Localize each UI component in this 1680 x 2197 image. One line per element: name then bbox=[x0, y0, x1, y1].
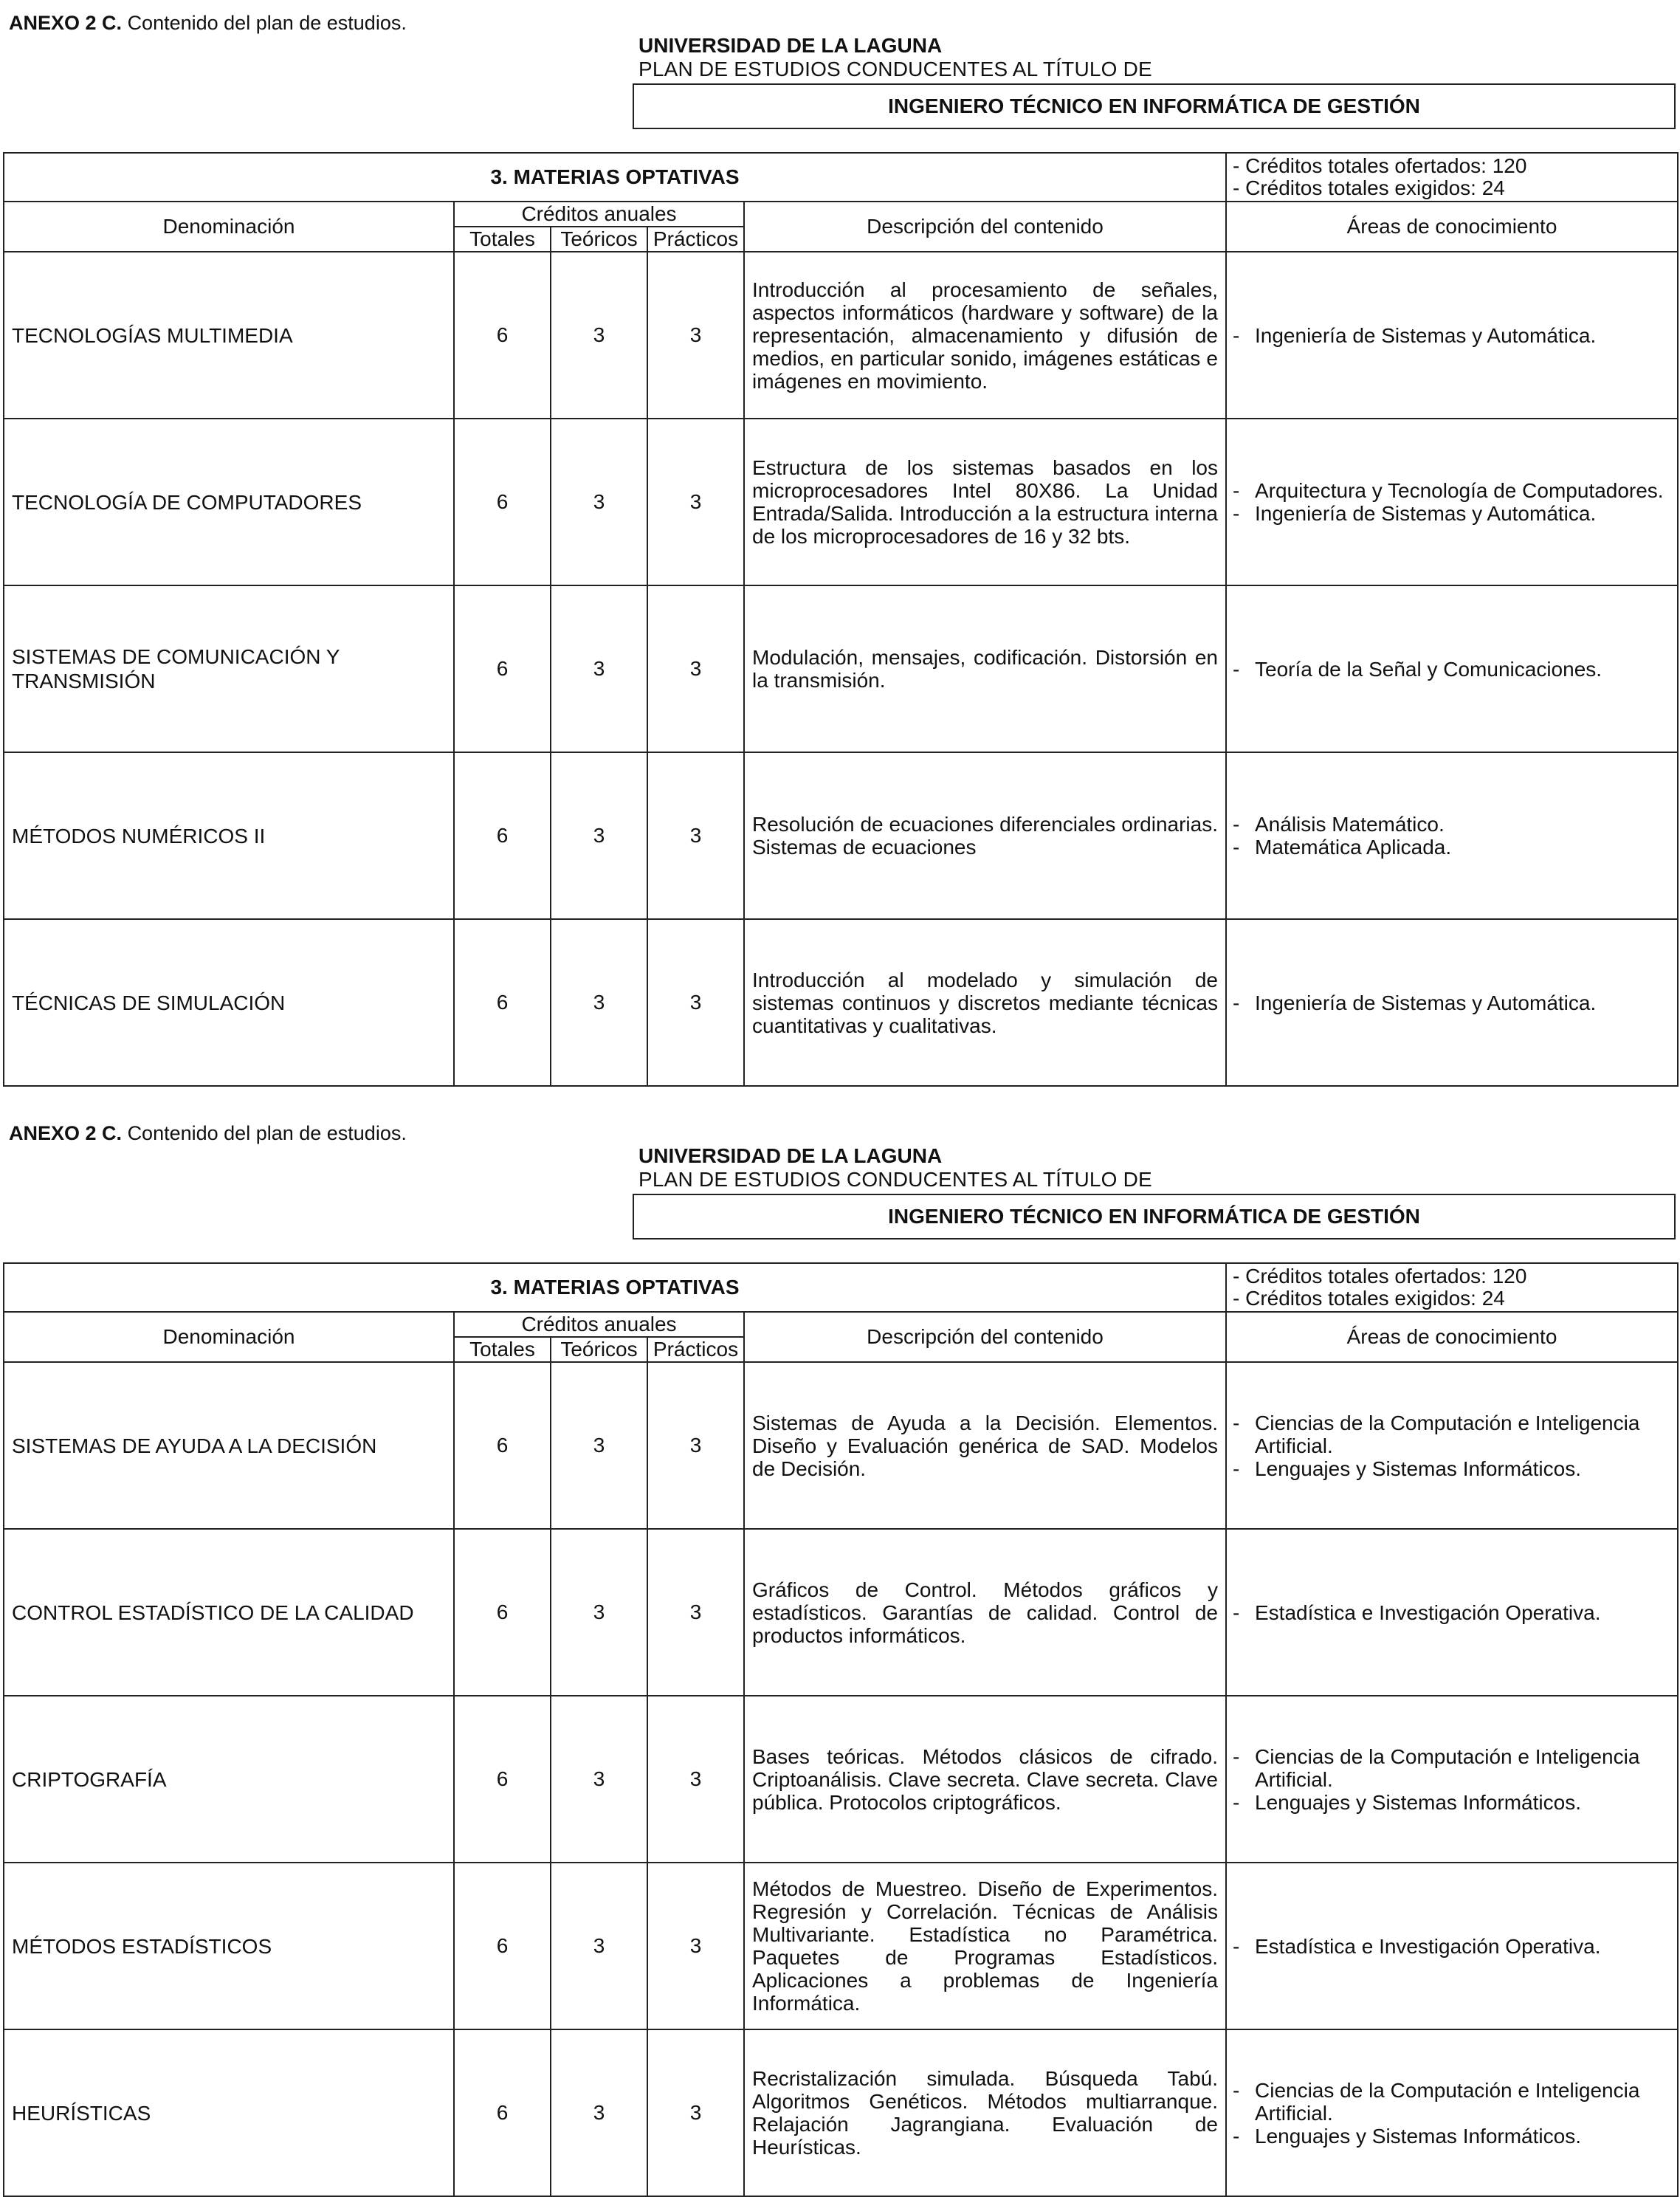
knowledge-area bbox=[1233, 2079, 1677, 2125]
knowledge-area bbox=[1233, 1745, 1677, 1791]
subject-row bbox=[4, 1696, 1678, 1863]
subject-name: HEURÍSTICAS bbox=[4, 2029, 454, 2196]
knowledge-areas bbox=[1226, 919, 1678, 1086]
list-dash: - bbox=[1233, 502, 1240, 525]
credits-theory: 3 bbox=[551, 419, 647, 585]
knowledge-area-text: Ingeniería de Sistemas y Automática. bbox=[1255, 323, 1597, 347]
header-areas: Áreas de conocimiento bbox=[1226, 202, 1678, 252]
knowledge-area bbox=[1233, 324, 1677, 347]
header-practice: Prácticos bbox=[647, 1337, 744, 1362]
subject-name: CRIPTOGRAFÍA bbox=[4, 1696, 454, 1863]
credits-theory: 3 bbox=[551, 252, 647, 419]
knowledge-area bbox=[1233, 1935, 1677, 1958]
annex-label: ANEXO 2 C. bbox=[9, 12, 123, 34]
subjects-table bbox=[3, 152, 1679, 1087]
list-dash: - bbox=[1233, 991, 1240, 1014]
credits-offered: - Créditos totales ofertados: 120 bbox=[1233, 1265, 1527, 1287]
knowledge-area-text: Ciencias de la Computación e Inteligencia Artificial. bbox=[1255, 1411, 1640, 1457]
knowledge-areas bbox=[1226, 419, 1678, 585]
subject-row bbox=[4, 1362, 1678, 1529]
degree-title: INGENIERO TÉCNICO EN INFORMÁTICA DE GESTIÓN bbox=[633, 1194, 1676, 1240]
knowledge-areas bbox=[1226, 1529, 1678, 1696]
knowledge-area-text: Análisis Matemático. bbox=[1255, 813, 1445, 836]
knowledge-area-text: Ciencias de la Computación e Inteligencia Artificial. bbox=[1255, 1744, 1640, 1791]
knowledge-areas bbox=[1226, 585, 1678, 752]
subject-description: Introducción al procesamiento de señales, aspectos informáticos (hardware y software) de la representación, almacenamiento y difusión de medios, en particular sonido, imágenes estáticas e imágenes en movimiento. bbox=[744, 252, 1226, 419]
credits-theory: 3 bbox=[551, 919, 647, 1086]
header-theory: Teóricos bbox=[551, 227, 647, 252]
credits-total: 6 bbox=[454, 1696, 551, 1863]
knowledge-area bbox=[1233, 991, 1677, 1014]
university-name: UNIVERSIDAD DE LA LAGUNA bbox=[638, 34, 943, 57]
knowledge-area bbox=[1233, 1601, 1677, 1624]
credits-total: 6 bbox=[454, 752, 551, 919]
knowledge-area bbox=[1233, 1791, 1677, 1814]
university-name: UNIVERSIDAD DE LA LAGUNA bbox=[638, 1144, 943, 1167]
subject-name: TECNOLOGÍAS MULTIMEDIA bbox=[4, 252, 454, 419]
credits-total: 6 bbox=[454, 1529, 551, 1696]
subject-name: TÉCNICAS DE SIMULACIÓN bbox=[4, 919, 454, 1086]
subject-description: Resolución de ecuaciones diferenciales ordinarias. Sistemas de ecuaciones bbox=[744, 752, 1226, 919]
subject-description: Sistemas de Ayuda a la Decisión. Elementos. Diseño y Evaluación genérica de SAD. Modelos de Decisión. bbox=[744, 1362, 1226, 1529]
degree-title: INGENIERO TÉCNICO EN INFORMÁTICA DE GESTIÓN bbox=[633, 83, 1676, 129]
knowledge-area-text: Ingeniería de Sistemas y Automática. bbox=[1255, 991, 1597, 1014]
credits-summary bbox=[1226, 153, 1678, 202]
header-theory: Teóricos bbox=[551, 1337, 647, 1362]
subject-description: Bases teóricas. Métodos clásicos de cifrado. Criptoanálisis. Clave secreta. Clave secreta. Clave pública. Protocolos criptográficos. bbox=[744, 1696, 1226, 1863]
annex-text: Contenido del plan de estudios. bbox=[127, 1122, 407, 1144]
credits-theory: 3 bbox=[551, 752, 647, 919]
credits-practice: 3 bbox=[647, 419, 744, 585]
header-description: Descripción del contenido bbox=[744, 1312, 1226, 1362]
knowledge-areas bbox=[1226, 1863, 1678, 2029]
annex-heading bbox=[9, 1122, 407, 1145]
annex-text: Contenido del plan de estudios. bbox=[127, 12, 407, 34]
knowledge-areas bbox=[1226, 752, 1678, 919]
credits-practice: 3 bbox=[647, 1362, 744, 1529]
list-dash: - bbox=[1233, 1601, 1240, 1624]
subject-row bbox=[4, 1529, 1678, 1696]
knowledge-area-text: Ciencias de la Computación e Inteligencia Artificial. bbox=[1255, 2078, 1640, 2125]
knowledge-area-text: Ingeniería de Sistemas y Automática. bbox=[1255, 502, 1597, 525]
section-title: 3. MATERIAS OPTATIVAS bbox=[4, 1263, 1226, 1312]
credits-total: 6 bbox=[454, 585, 551, 752]
credits-practice: 3 bbox=[647, 752, 744, 919]
subject-row bbox=[4, 919, 1678, 1086]
knowledge-area bbox=[1233, 658, 1677, 681]
header-practice: Prácticos bbox=[647, 227, 744, 252]
list-dash: - bbox=[1233, 2078, 1240, 2102]
knowledge-areas bbox=[1226, 1362, 1678, 1529]
subject-description: Modulación, mensajes, codificación. Distorsión en la transmisión. bbox=[744, 585, 1226, 752]
list-dash: - bbox=[1233, 657, 1240, 681]
subject-name: TECNOLOGÍA DE COMPUTADORES bbox=[4, 419, 454, 585]
subject-description: Métodos de Muestreo. Diseño de Experimentos. Regresión y Correlación. Técnicas de Análisis Multivariante. Estadística no Paramétrica. Paquetes de Programas Estadísticos. Aplicaciones a problemas de Ingeniería Informática. bbox=[744, 1863, 1226, 2029]
credits-theory: 3 bbox=[551, 1696, 647, 1863]
knowledge-area-text: Matemática Aplicada. bbox=[1255, 836, 1452, 859]
annex-label: ANEXO 2 C. bbox=[9, 1122, 123, 1144]
subject-description: Recristalización simulada. Búsqueda Tabú. Algoritmos Genéticos. Métodos multiarranque. Relajación Jagrangiana. Evaluación de Heurísticas. bbox=[744, 2029, 1226, 2196]
list-dash: - bbox=[1233, 323, 1240, 347]
list-dash: - bbox=[1233, 1790, 1240, 1814]
knowledge-area-text: Lenguajes y Sistemas Informáticos. bbox=[1255, 1790, 1581, 1814]
credits-total: 6 bbox=[454, 1863, 551, 2029]
plan-title: PLAN DE ESTUDIOS CONDUCENTES AL TÍTULO DE bbox=[638, 1168, 1152, 1191]
subject-name: MÉTODOS ESTADÍSTICOS bbox=[4, 1863, 454, 2029]
credits-practice: 3 bbox=[647, 1696, 744, 1863]
subject-row bbox=[4, 252, 1678, 419]
knowledge-area bbox=[1233, 836, 1677, 859]
knowledge-area-text: Teoría de la Señal y Comunicaciones. bbox=[1255, 657, 1602, 681]
subject-name: CONTROL ESTADÍSTICO DE LA CALIDAD bbox=[4, 1529, 454, 1696]
credits-practice: 3 bbox=[647, 2029, 744, 2196]
subjects-table bbox=[3, 1262, 1679, 2197]
knowledge-area bbox=[1233, 1412, 1677, 1457]
annex-heading bbox=[9, 12, 407, 35]
subject-row bbox=[4, 2029, 1678, 2196]
header-credits: Créditos anuales bbox=[454, 202, 744, 227]
subject-description: Estructura de los sistemas basados en los microprocesadores Intel 80X86. La Unidad Entrada/Salida. Introducción a la estructura interna de los microprocesadores de 16 y 32 bts. bbox=[744, 419, 1226, 585]
list-dash: - bbox=[1233, 1411, 1240, 1434]
subject-row bbox=[4, 419, 1678, 585]
credits-theory: 3 bbox=[551, 585, 647, 752]
list-dash: - bbox=[1233, 479, 1240, 502]
knowledge-area bbox=[1233, 813, 1677, 836]
header-total: Totales bbox=[454, 1337, 551, 1362]
credits-practice: 3 bbox=[647, 919, 744, 1086]
credits-summary bbox=[1226, 1263, 1678, 1312]
credits-practice: 3 bbox=[647, 585, 744, 752]
header-credits: Créditos anuales bbox=[454, 1312, 744, 1337]
credits-theory: 3 bbox=[551, 1362, 647, 1529]
header-name: Denominación bbox=[4, 202, 454, 252]
credits-total: 6 bbox=[454, 2029, 551, 2196]
subject-row bbox=[4, 752, 1678, 919]
list-dash: - bbox=[1233, 2124, 1240, 2148]
credits-theory: 3 bbox=[551, 2029, 647, 2196]
knowledge-area-text: Arquitectura y Tecnología de Computadores. bbox=[1255, 479, 1664, 502]
knowledge-area bbox=[1233, 479, 1677, 502]
header-total: Totales bbox=[454, 227, 551, 252]
list-dash: - bbox=[1233, 1744, 1240, 1768]
credits-practice: 3 bbox=[647, 1529, 744, 1696]
subject-name: SISTEMAS DE AYUDA A LA DECISIÓN bbox=[4, 1362, 454, 1529]
list-dash: - bbox=[1233, 1457, 1240, 1480]
subject-description: Introducción al modelado y simulación de sistemas continuos y discretos mediante técnicas cuantitativas y cualitativas. bbox=[744, 919, 1226, 1086]
header-name: Denominación bbox=[4, 1312, 454, 1362]
knowledge-area bbox=[1233, 2125, 1677, 2148]
section-title: 3. MATERIAS OPTATIVAS bbox=[4, 153, 1226, 202]
credits-theory: 3 bbox=[551, 1529, 647, 1696]
header-areas: Áreas de conocimiento bbox=[1226, 1312, 1678, 1362]
knowledge-areas bbox=[1226, 2029, 1678, 2196]
knowledge-area-text: Lenguajes y Sistemas Informáticos. bbox=[1255, 1457, 1581, 1480]
credits-theory: 3 bbox=[551, 1863, 647, 2029]
knowledge-area-text: Lenguajes y Sistemas Informáticos. bbox=[1255, 2124, 1581, 2148]
credits-total: 6 bbox=[454, 1362, 551, 1529]
credits-offered: - Créditos totales ofertados: 120 bbox=[1233, 154, 1527, 177]
knowledge-area-text: Estadística e Investigación Operativa. bbox=[1255, 1601, 1601, 1624]
knowledge-area-text: Estadística e Investigación Operativa. bbox=[1255, 1934, 1601, 1958]
subject-row bbox=[4, 585, 1678, 752]
subject-description: Gráficos de Control. Métodos gráficos y estadísticos. Garantías de calidad. Control de productos informáticos. bbox=[744, 1529, 1226, 1696]
credits-required: - Créditos totales exigidos: 24 bbox=[1233, 1287, 1505, 1310]
knowledge-areas bbox=[1226, 252, 1678, 419]
credits-practice: 3 bbox=[647, 252, 744, 419]
header-description: Descripción del contenido bbox=[744, 202, 1226, 252]
subject-name: MÉTODOS NUMÉRICOS II bbox=[4, 752, 454, 919]
plan-title: PLAN DE ESTUDIOS CONDUCENTES AL TÍTULO DE bbox=[638, 58, 1152, 80]
knowledge-area bbox=[1233, 1457, 1677, 1480]
credits-total: 6 bbox=[454, 419, 551, 585]
list-dash: - bbox=[1233, 813, 1240, 836]
knowledge-area bbox=[1233, 502, 1677, 525]
list-dash: - bbox=[1233, 836, 1240, 859]
subject-name: SISTEMAS DE COMUNICACIÓN Y TRANSMISIÓN bbox=[4, 585, 454, 752]
credits-total: 6 bbox=[454, 919, 551, 1086]
credits-required: - Créditos totales exigidos: 24 bbox=[1233, 176, 1505, 199]
list-dash: - bbox=[1233, 1934, 1240, 1958]
subject-row bbox=[4, 1863, 1678, 2029]
credits-total: 6 bbox=[454, 252, 551, 419]
credits-practice: 3 bbox=[647, 1863, 744, 2029]
knowledge-areas bbox=[1226, 1696, 1678, 1863]
